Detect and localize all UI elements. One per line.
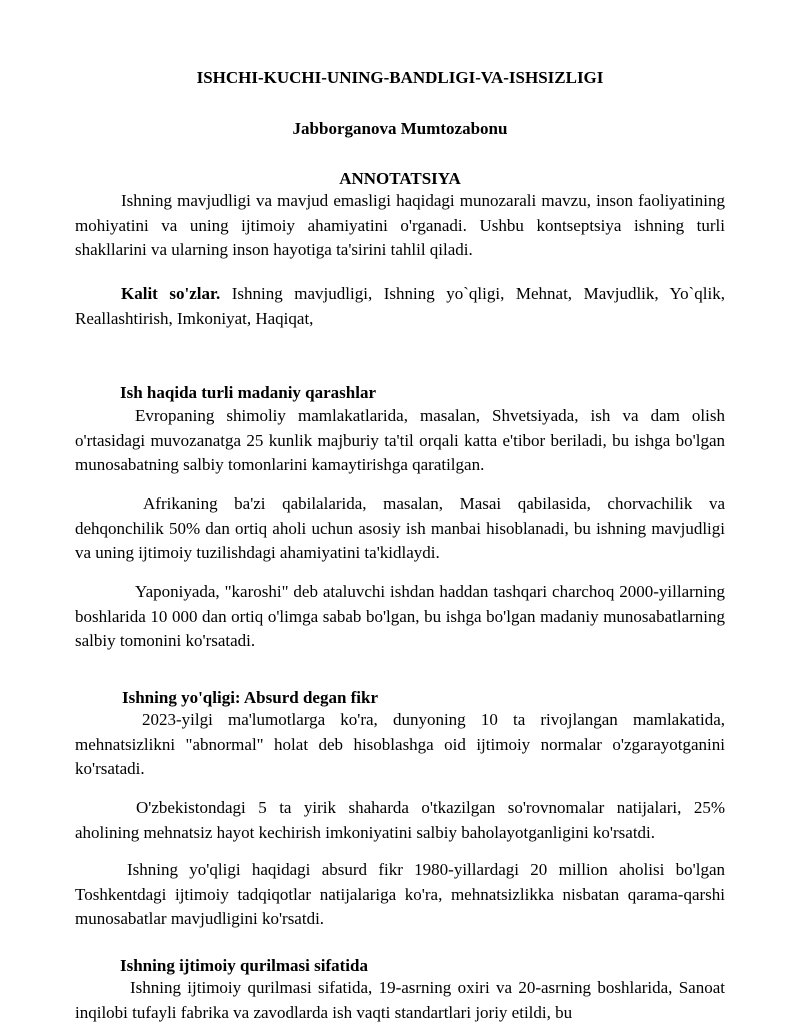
section1-paragraph-3: Yaponiyada, "karoshi" deb ataluvchi ishdan haddan tashqari charchoq 2000-yillarning boshlarida 10 000 dan ortiq o'limga sabab bo'lgan, bu ishga bo'lgan madaniy munosabatlarning salbiy tomonini ko'rsatadi.: [75, 582, 725, 650]
annotation-heading: ANNOTATSIYA: [339, 169, 461, 188]
author-name: Jabborganova Mumtozabonu: [292, 119, 508, 138]
section1-paragraph-1: Evropaning shimoliy mamlakatlarida, masalan, Shvetsiyada, ish va dam olish o'rtasidagi muvozanatga 25 kunlik majburiy ta'til orqali katta e'tibor beriladi, bu ishga bo'lgan munosabatning salbiy tomonlarini kamaytirishga qaratilgan.: [75, 406, 725, 474]
keywords-text: Ishning mavjudligi, Ishning yo`qligi, Mehnat, Mavjudlik, Yo`qlik, Reallashtirish, Imkoniyat, Haqiqat,: [75, 284, 725, 328]
section3-heading: Ishning ijtimoiy qurilmasi sifatida: [120, 956, 368, 975]
section2-paragraph-3: Ishning yo'qligi haqidagi absurd fikr 1980-yillardagi 20 million aholisi bo'lgan Toshkentdagi ijtimoiy tadqiqotlar natijalariga ko'ra, mehnatsizlikka nisbatan qarama-qarshi munosabatlar mavjudligini ko'rsatdi.: [75, 860, 725, 928]
section3-paragraph-1: Ishning ijtimoiy qurilmasi sifatida, 19-asrning oxiri va 20-asrning boshlarida, Sanoat inqilobi tufayli fabrika va zavodlarda ish vaqti standartlari joriy etildi, bu: [75, 978, 725, 1022]
document-title: ISHCHI-KUCHI-UNING-BANDLIGI-VA-ISHSIZLIGI: [196, 68, 604, 87]
section2-paragraph-1: 2023-yilgi ma'lumotlarga ko'ra, dunyoning 10 ta rivojlangan mamlakatida, mehnatsizlikni "abnormal" holat deb hisoblashga oid ijtimoiy normalar o'zgarayotganini ko'rsatadi.: [75, 710, 725, 778]
section2-paragraph-2: O'zbekistondagi 5 ta yirik shaharda o'tkazilgan so'rovnomalar natijalari, 25% aholining mehnatsiz hayot kechirish imkoniyatini salbiy baholayotganligini ko'rsatdi.: [75, 798, 725, 842]
section2-heading: Ishning yo'qligi: Absurd degan fikr: [122, 688, 379, 707]
section1-heading: Ish haqida turli madaniy qarashlar: [120, 383, 377, 402]
keywords-label: Kalit so'zlar.: [121, 284, 221, 303]
keywords-paragraph: [75, 282, 725, 331]
annotation-text: Ishning mavjudligi va mavjud emasligi haqidagi munozarali mavzu, inson faoliyatining mohiyatini va uning ijtimoiy ahamiyatini o'rganadi. Ushbu kontseptsiya ishning turli shakllarini va ularning inson hayotiga ta'sirini tahlil qiladi.: [75, 191, 725, 259]
section1-paragraph-2: Afrikaning ba'zi qabilalarida, masalan, Masai qabilasida, chorvachilik va dehqonchilik 50% dan ortiq aholi uchun asosiy ish manbai hisoblanadi, bu ishning mavjudligi va uning ijtimoiy tuzilishdagi ahamiyatini ta'kidlaydi.: [75, 494, 725, 562]
